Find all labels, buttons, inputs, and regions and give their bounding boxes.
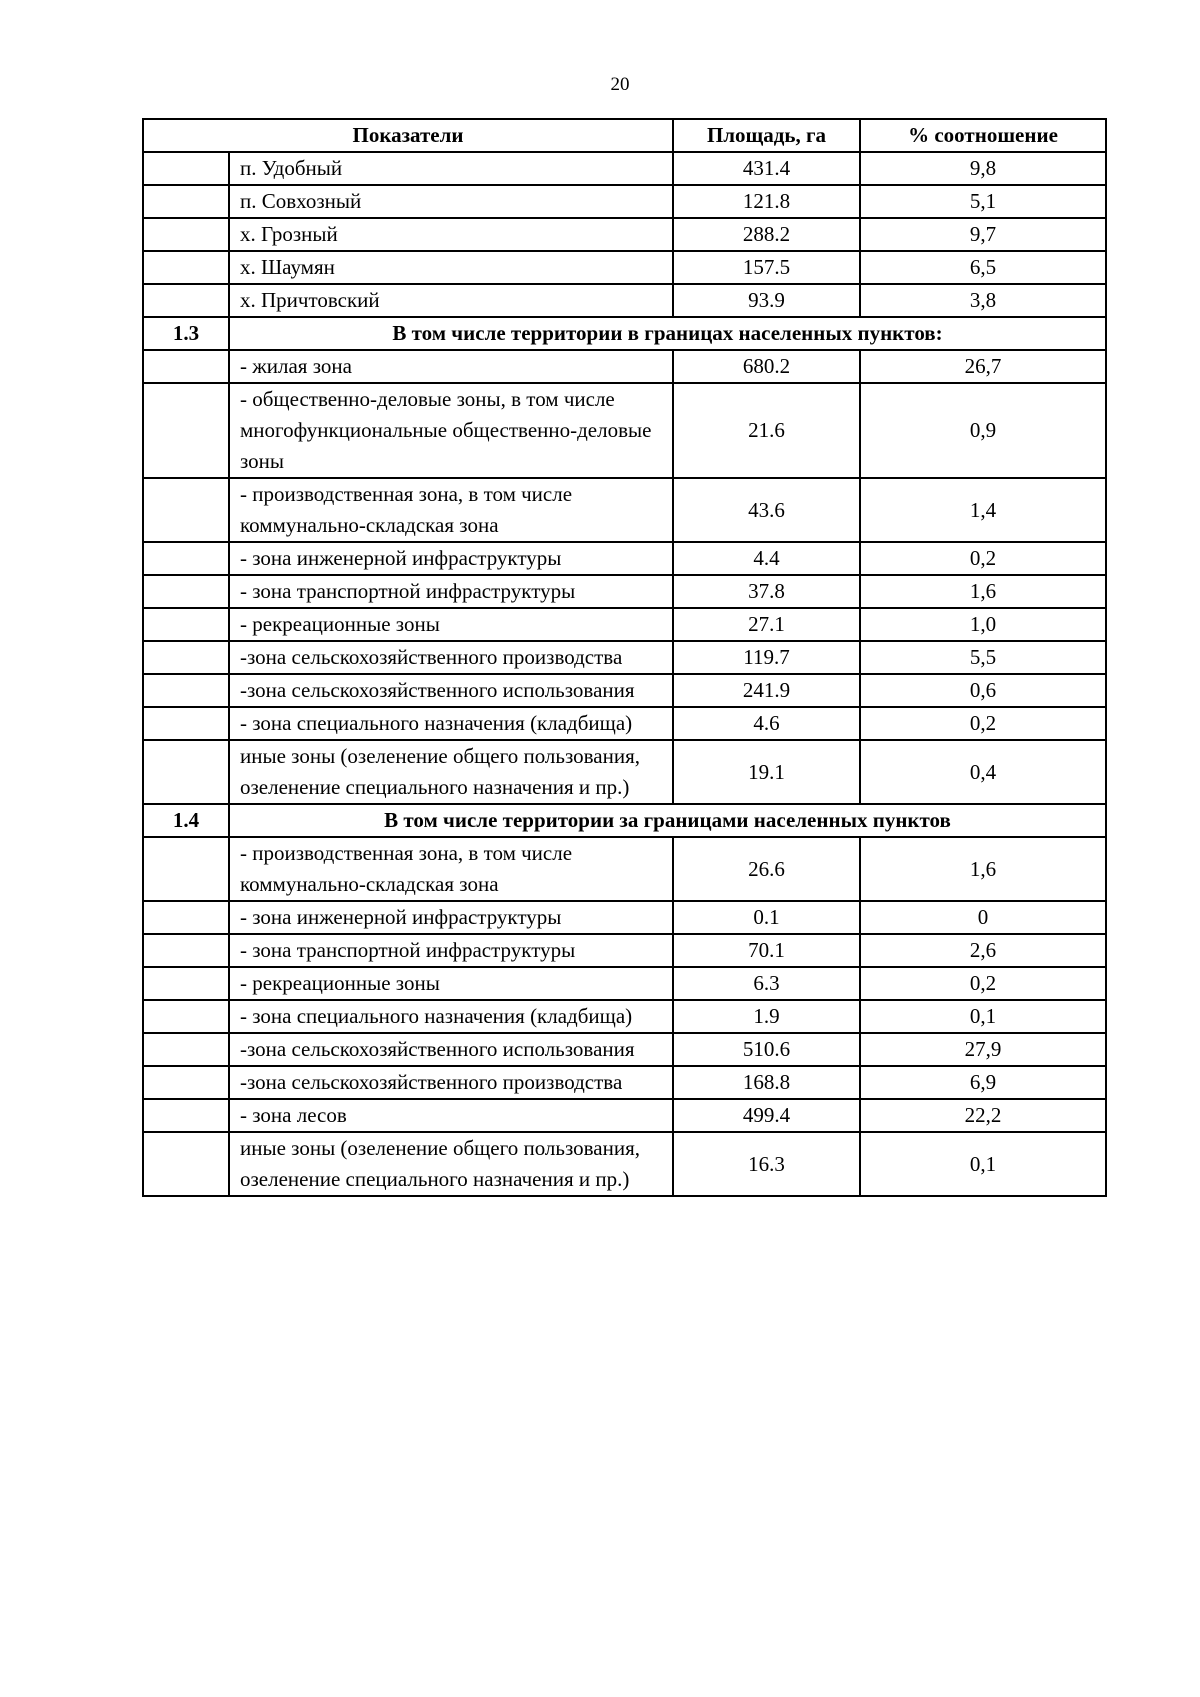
- row-number-cell: [143, 185, 229, 218]
- row-number-cell: [143, 575, 229, 608]
- area-value: 431.4: [673, 152, 860, 185]
- table-row: [143, 740, 1106, 804]
- row-number-cell: [143, 152, 229, 185]
- table-row: [143, 542, 1106, 575]
- ratio-value: 0,2: [860, 542, 1106, 575]
- indicator-name: иные зоны (озеленение общего пользования, озеленение специального назначения и пр.): [229, 1132, 673, 1196]
- table-row: [143, 1132, 1106, 1196]
- header-ratio: % соотношение: [860, 119, 1106, 152]
- area-value: 288.2: [673, 218, 860, 251]
- indicator-name: - зона специального назначения (кладбища): [229, 1000, 673, 1033]
- ratio-value: 22,2: [860, 1099, 1106, 1132]
- table-header-row: [143, 119, 1106, 152]
- section-number: 1.3: [143, 317, 229, 350]
- area-value: 168.8: [673, 1066, 860, 1099]
- ratio-value: 0,6: [860, 674, 1106, 707]
- area-value: 680.2: [673, 350, 860, 383]
- area-value: 37.8: [673, 575, 860, 608]
- section-row: [143, 317, 1106, 350]
- row-number-cell: [143, 1033, 229, 1066]
- table-row: [143, 152, 1106, 185]
- row-number-cell: [143, 1132, 229, 1196]
- indicator-name: х. Грозный: [229, 218, 673, 251]
- row-number-cell: [143, 674, 229, 707]
- indicator-name: - зона транспортной инфраструктуры: [229, 575, 673, 608]
- row-number-cell: [143, 218, 229, 251]
- table-row: [143, 1099, 1106, 1132]
- ratio-value: 9,7: [860, 218, 1106, 251]
- table-row: [143, 1000, 1106, 1033]
- area-value: 0.1: [673, 901, 860, 934]
- row-number-cell: [143, 901, 229, 934]
- table-row: [143, 251, 1106, 284]
- ratio-value: 6,5: [860, 251, 1106, 284]
- ratio-value: 9,8: [860, 152, 1106, 185]
- area-value: 19.1: [673, 740, 860, 804]
- row-number-cell: [143, 1099, 229, 1132]
- table-row: [143, 934, 1106, 967]
- area-value: 93.9: [673, 284, 860, 317]
- area-value: 4.4: [673, 542, 860, 575]
- table-row: [143, 1033, 1106, 1066]
- table-row: [143, 674, 1106, 707]
- area-value: 1.9: [673, 1000, 860, 1033]
- row-number-cell: [143, 251, 229, 284]
- area-value: 43.6: [673, 478, 860, 542]
- indicator-name: -зона сельскохозяйственного производства: [229, 641, 673, 674]
- row-number-cell: [143, 542, 229, 575]
- table-row: [143, 284, 1106, 317]
- section-title: В том числе территории в границах населенных пунктов:: [229, 317, 1106, 350]
- indicator-name: - зона инженерной инфраструктуры: [229, 542, 673, 575]
- indicator-name: - рекреационные зоны: [229, 608, 673, 641]
- table-row: [143, 608, 1106, 641]
- indicator-name: - зона транспортной инфраструктуры: [229, 934, 673, 967]
- table-row: [143, 575, 1106, 608]
- indicator-name: - зона специального назначения (кладбища): [229, 707, 673, 740]
- row-number-cell: [143, 934, 229, 967]
- table-row: [143, 707, 1106, 740]
- ratio-value: 5,5: [860, 641, 1106, 674]
- row-number-cell: [143, 478, 229, 542]
- indicator-name: - общественно-деловые зоны, в том числе многофункциональные общественно-деловые зоны: [229, 383, 673, 478]
- table-row: [143, 478, 1106, 542]
- row-number-cell: [143, 383, 229, 478]
- table-row: [143, 837, 1106, 901]
- ratio-value: 0,1: [860, 1132, 1106, 1196]
- section-title: В том числе территории за границами населенных пунктов: [229, 804, 1106, 837]
- table-row: [143, 967, 1106, 1000]
- ratio-value: 5,1: [860, 185, 1106, 218]
- area-value: 119.7: [673, 641, 860, 674]
- row-number-cell: [143, 350, 229, 383]
- area-value: 121.8: [673, 185, 860, 218]
- area-value: 6.3: [673, 967, 860, 1000]
- indicator-name: х. Шаумян: [229, 251, 673, 284]
- row-number-cell: [143, 837, 229, 901]
- indicator-name: х. Причтовский: [229, 284, 673, 317]
- indicator-name: - производственная зона, в том числе коммунально-складская зона: [229, 837, 673, 901]
- area-value: 21.6: [673, 383, 860, 478]
- table-row: [143, 641, 1106, 674]
- area-value: 157.5: [673, 251, 860, 284]
- area-value: 499.4: [673, 1099, 860, 1132]
- land-use-table: [142, 118, 1107, 1197]
- indicator-name: -зона сельскохозяйственного производства: [229, 1066, 673, 1099]
- ratio-value: 1,0: [860, 608, 1106, 641]
- indicator-name: - зона инженерной инфраструктуры: [229, 901, 673, 934]
- area-value: 16.3: [673, 1132, 860, 1196]
- ratio-value: 1,6: [860, 575, 1106, 608]
- ratio-value: 1,4: [860, 478, 1106, 542]
- ratio-value: 26,7: [860, 350, 1106, 383]
- area-value: 4.6: [673, 707, 860, 740]
- row-number-cell: [143, 967, 229, 1000]
- table-row: [143, 383, 1106, 478]
- ratio-value: 0,9: [860, 383, 1106, 478]
- row-number-cell: [143, 740, 229, 804]
- table-row: [143, 350, 1106, 383]
- header-indicator: Показатели: [143, 119, 673, 152]
- indicator-name: - рекреационные зоны: [229, 967, 673, 1000]
- ratio-value: 0,2: [860, 707, 1106, 740]
- row-number-cell: [143, 608, 229, 641]
- area-value: 510.6: [673, 1033, 860, 1066]
- row-number-cell: [143, 1066, 229, 1099]
- table-row: [143, 185, 1106, 218]
- section-row: [143, 804, 1106, 837]
- indicator-name: -зона сельскохозяйственного использования: [229, 674, 673, 707]
- ratio-value: 27,9: [860, 1033, 1106, 1066]
- indicator-name: - жилая зона: [229, 350, 673, 383]
- ratio-value: 0,1: [860, 1000, 1106, 1033]
- row-number-cell: [143, 284, 229, 317]
- ratio-value: 2,6: [860, 934, 1106, 967]
- indicator-name: п. Удобный: [229, 152, 673, 185]
- ratio-value: 0,4: [860, 740, 1106, 804]
- ratio-value: 0: [860, 901, 1106, 934]
- ratio-value: 6,9: [860, 1066, 1106, 1099]
- area-value: 27.1: [673, 608, 860, 641]
- header-area: Площадь, га: [673, 119, 860, 152]
- table-row: [143, 1066, 1106, 1099]
- area-value: 26.6: [673, 837, 860, 901]
- ratio-value: 1,6: [860, 837, 1106, 901]
- indicator-name: - производственная зона, в том числе коммунально-складская зона: [229, 478, 673, 542]
- page-number: 20: [610, 74, 630, 95]
- table-row: [143, 218, 1106, 251]
- indicator-name: -зона сельскохозяйственного использования: [229, 1033, 673, 1066]
- area-value: 70.1: [673, 934, 860, 967]
- indicator-name: - зона лесов: [229, 1099, 673, 1132]
- row-number-cell: [143, 641, 229, 674]
- indicator-name: п. Совхозный: [229, 185, 673, 218]
- row-number-cell: [143, 707, 229, 740]
- indicator-name: иные зоны (озеленение общего пользования, озеленение специального назначения и пр.): [229, 740, 673, 804]
- row-number-cell: [143, 1000, 229, 1033]
- section-number: 1.4: [143, 804, 229, 837]
- ratio-value: 0,2: [860, 967, 1106, 1000]
- ratio-value: 3,8: [860, 284, 1106, 317]
- table-row: [143, 901, 1106, 934]
- area-value: 241.9: [673, 674, 860, 707]
- table-body: [143, 152, 1106, 1196]
